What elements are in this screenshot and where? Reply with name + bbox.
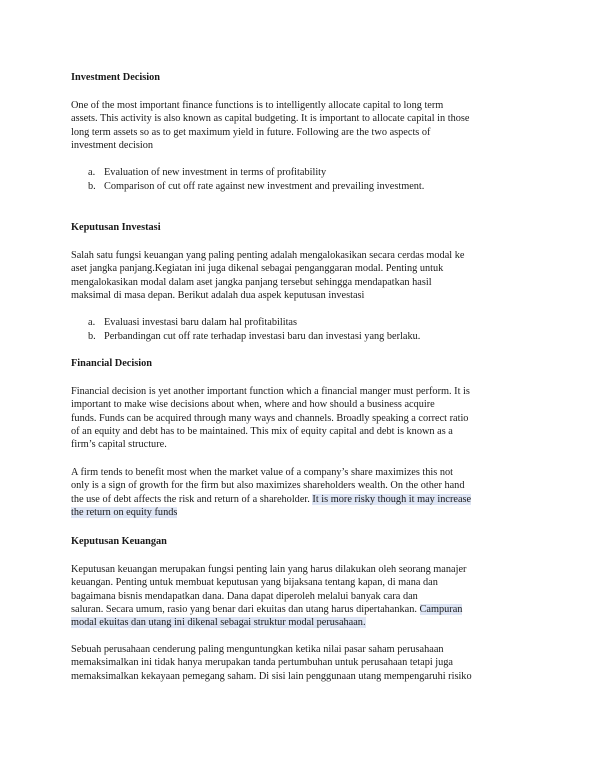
list-item-text: Evaluasi investasi baru dalam hal profitabilitas xyxy=(104,317,298,328)
list-item-text: Comparison of cut off rate against new investment and prevailing investment. xyxy=(104,181,425,192)
text-line: of an equity and debt has to be maintained. This mix of equity capital and debt is known as a xyxy=(71,425,453,437)
text-line: only is a sign of growth for the firm but also maximizes shareholders wealth. On the other hand xyxy=(71,480,465,492)
text-line: maksimal di masa depan. Berikut adalah dua aspek keputusan investasi xyxy=(71,289,365,301)
text-line: Sebuah perusahaan cenderung paling menguntungkan ketika nilai pasar saham perusahaan xyxy=(71,644,444,655)
highlighted-text: Campuran xyxy=(419,603,463,615)
text-line xyxy=(71,603,541,616)
list-marker: b. xyxy=(88,331,96,342)
text-line: mengalokasikan modal dalam aset jangka panjang tersebut sehingga mendapatkan hasil xyxy=(71,276,432,288)
text-line: funds. Funds can be acquired through many ways and channels. Broadly speaking a correct ratio xyxy=(71,412,469,424)
text-line: Financial decision is yet another important function which a financial manger must perform. It is xyxy=(71,386,470,397)
text-segment: saluran. Secara umum, rasio yang benar dari ekuitas dan utang harus dipertahankan. xyxy=(71,603,420,615)
heading-keputusan-investasi: Keputusan Investasi xyxy=(71,222,161,233)
text-segment: the use of debt affects the risk and return of a shareholder. xyxy=(71,493,313,505)
list-marker: a. xyxy=(88,317,96,328)
highlighted-text: modal ekuitas dan utang ini dikenal sebagai struktur modal perusahaan. xyxy=(71,617,366,629)
paragraph-investment-decision xyxy=(71,99,541,152)
heading-investment-decision: Investment Decision xyxy=(71,72,160,83)
heading-keputusan-keuangan: Keputusan Keuangan xyxy=(71,536,167,547)
text-line: firm’s capital structure. xyxy=(71,439,167,451)
text-line: long term assets so as to get maximum yield in future. Following are the two aspects of xyxy=(71,126,431,138)
text-line: Salah satu fungsi keuangan yang paling penting adalah mengalokasikan secara cerdas modal ke xyxy=(71,250,465,261)
text-line: bagaimana bisnis mendapatkan dana. Dana dapat diperoleh melalui banyak cara dan xyxy=(71,590,418,602)
text-line: memaksimalkan kekayaan pemegang saham. Di sisi lain penggunaan utang mempengaruhi risiko xyxy=(71,670,472,682)
paragraph-keputusan-investasi xyxy=(71,249,541,302)
text-line: memaksimalkan ini tidak hanya merupakan tanda pertumbuhan untuk perusahaan tetapi juga xyxy=(71,657,454,669)
text-line: keuangan. Penting untuk membuat keputusan yang bijaksana tentang kapan, di mana dan xyxy=(71,577,438,589)
paragraph-financial-decision-2 xyxy=(71,466,541,519)
paragraph-financial-decision-1 xyxy=(71,385,541,451)
text-line: One of the most important finance functions is to intelligently allocate capital to long term xyxy=(71,100,444,111)
list-item-text: Perbandingan cut off rate terhadap investasi baru dan investasi yang berlaku. xyxy=(104,331,421,342)
text-line: assets. This activity is also known as capital budgeting. It is important to allocate capital in those xyxy=(71,113,470,125)
text-line: investment decision xyxy=(71,139,154,151)
text-line xyxy=(71,506,541,519)
list-item xyxy=(88,180,424,193)
list-item xyxy=(88,166,326,179)
list-item xyxy=(88,330,420,343)
text-line: aset jangka panjang.Kegiatan ini juga dikenal sebagai penganggaran modal. Penting untuk xyxy=(71,263,444,275)
list-item-text: Evaluation of new investment in terms of profitability xyxy=(104,167,327,178)
text-line xyxy=(71,493,541,506)
heading-financial-decision: Financial Decision xyxy=(71,358,152,369)
paragraph-keputusan-keuangan-2 xyxy=(71,643,541,683)
list-item xyxy=(88,316,297,329)
highlighted-text: It is more risky though it may increase xyxy=(312,493,472,505)
text-line: A firm tends to benefit most when the market value of a company’s share maximizes this not xyxy=(71,467,454,478)
highlighted-text: the return on equity funds xyxy=(71,506,178,518)
text-line xyxy=(71,616,541,629)
list-marker: b. xyxy=(88,181,96,192)
text-line: Keputusan keuangan merupakan fungsi penting lain yang harus dilakukan oleh seorang manajer xyxy=(71,564,467,575)
text-line: important to make wise decisions about when, where and how should a business acquire xyxy=(71,399,435,411)
list-marker: a. xyxy=(88,167,96,178)
paragraph-keputusan-keuangan-1 xyxy=(71,563,541,629)
